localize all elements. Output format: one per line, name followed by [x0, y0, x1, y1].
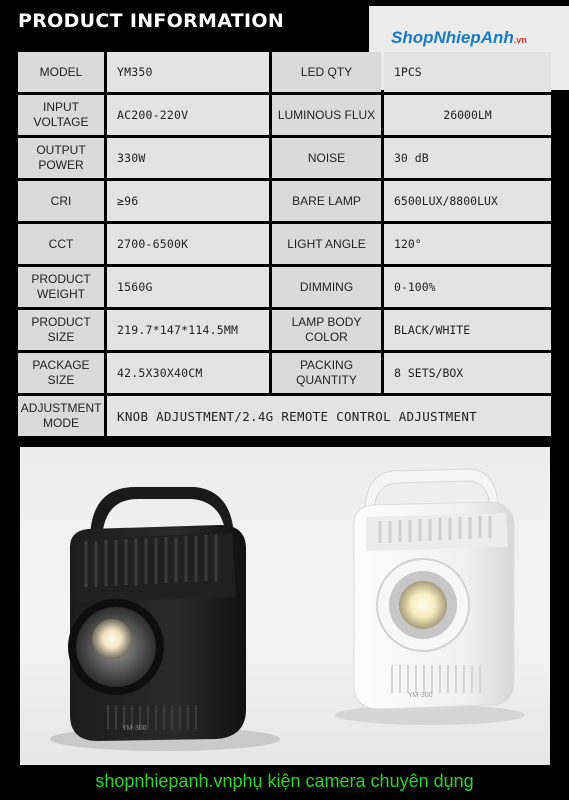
- spec-label: NOISE: [272, 138, 381, 178]
- spec-value: 8 SETS/BOX: [384, 353, 551, 393]
- spec-value: ≥96: [107, 181, 269, 221]
- watermark-brand: ShopNhiepAnh: [391, 28, 514, 47]
- spec-value: 30 dB: [384, 138, 551, 178]
- spec-row: [18, 267, 551, 307]
- spec-row: [18, 353, 551, 393]
- white-lamp-model: YM-300: [408, 692, 433, 699]
- spec-row: [18, 310, 551, 350]
- spec-value: 1PCS: [384, 52, 551, 92]
- spec-value: YM350: [107, 52, 269, 92]
- spec-label: MODEL: [18, 52, 104, 92]
- product-illustration: [20, 447, 550, 765]
- spec-label: PRODUCT WEIGHT: [18, 267, 104, 307]
- spec-label: PRODUCT SIZE: [18, 310, 104, 350]
- spec-value: 2700-6500K: [107, 224, 269, 264]
- watermark-domain: .vn: [513, 35, 527, 45]
- spec-label: LUMINOUS FLUX: [272, 95, 381, 135]
- spec-label: LAMP BODY COLOR: [272, 310, 381, 350]
- spec-row: [18, 52, 551, 92]
- product-photo: [20, 447, 550, 765]
- black-lamp: [68, 487, 246, 741]
- spec-label: PACKAGE SIZE: [18, 353, 104, 393]
- spec-row: [18, 138, 551, 178]
- watermark-logo: [391, 28, 527, 48]
- spec-value: 0-100%: [384, 267, 551, 307]
- spec-value: 1560G: [107, 267, 269, 307]
- black-lamp-model: YM-300: [122, 725, 147, 732]
- spec-label: INPUT VOLTAGE: [18, 95, 104, 135]
- spec-value: BLACK/WHITE: [384, 310, 551, 350]
- spec-label: OUTPUT POWER: [18, 138, 104, 178]
- spec-row: [18, 95, 551, 135]
- footer-caption: shopnhiepanh.vnphụ kiện camera chuyên dụng: [95, 771, 474, 791]
- spec-label: DIMMING: [272, 267, 381, 307]
- spec-label: CRI: [18, 181, 104, 221]
- white-lamp: [354, 469, 514, 709]
- spec-label: LIGHT ANGLE: [272, 224, 381, 264]
- spec-value: KNOB ADJUSTMENT/2.4G REMOTE CONTROL ADJUSTMENT: [107, 396, 551, 436]
- spec-value: 26000LM: [384, 95, 551, 135]
- spec-value: 42.5X30X40CM: [107, 353, 269, 393]
- spec-value: 219.7*147*114.5MM: [107, 310, 269, 350]
- spec-row: [18, 181, 551, 221]
- spec-value: 6500LUX/8800LUX: [384, 181, 551, 221]
- spec-row: [18, 396, 551, 436]
- spec-label: BARE LAMP: [272, 181, 381, 221]
- spec-row: [18, 224, 551, 264]
- spec-value: AC200-220V: [107, 95, 269, 135]
- page-title: PRODUCT INFORMATION: [18, 10, 285, 32]
- spec-value: 330W: [107, 138, 269, 178]
- spec-label: ADJUSTMENT MODE: [18, 396, 104, 436]
- spec-value: 120°: [384, 224, 551, 264]
- spec-label: LED QTY: [272, 52, 381, 92]
- white-lamp-shadow: [335, 705, 525, 725]
- spec-table: [18, 52, 551, 439]
- spec-label: PACKING QUANTITY: [272, 353, 381, 393]
- spec-label: CCT: [18, 224, 104, 264]
